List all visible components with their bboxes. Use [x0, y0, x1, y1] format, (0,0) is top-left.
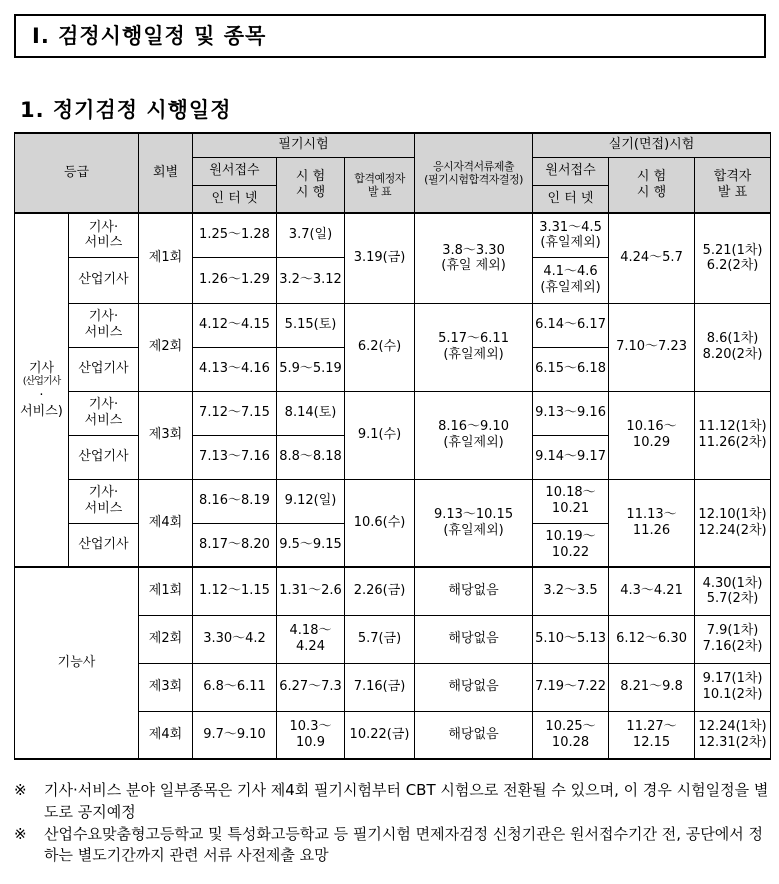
- application-cell: 1.26～1.29: [193, 257, 277, 303]
- exam-cell: 5.9～5.19: [277, 347, 345, 391]
- engineer-group: 기사 (산업기사 · 서비스): [15, 213, 69, 567]
- sub-grade: 기사· 서비스: [69, 303, 139, 347]
- reference-mark: ※: [14, 781, 27, 799]
- pre-pass-cell: 6.2(수): [345, 303, 415, 391]
- header-p-internet: 인 터 넷: [533, 185, 609, 213]
- p-application-cell: 10.18～10.21: [533, 479, 609, 523]
- docs-cell: 해당없음: [415, 711, 533, 759]
- sub-grade: 산업기사: [69, 523, 139, 567]
- pre-pass-cell: 10.22(금): [345, 711, 415, 759]
- reference-mark: ※: [14, 824, 27, 843]
- header-p-exam: 시 험 시 행: [609, 157, 695, 213]
- sub-grade: 산업기사: [69, 435, 139, 479]
- header-application: 원서접수: [193, 157, 277, 185]
- exam-cell: 6.27～7.3: [277, 663, 345, 711]
- application-cell: 4.12～4.15: [193, 303, 277, 347]
- schedule-table: [14, 132, 771, 760]
- application-cell: 1.12～1.15: [193, 567, 277, 615]
- pass-cell: 5.21(1차) 6.2(2차): [695, 213, 771, 303]
- p-application-cell: 5.10～5.13: [533, 615, 609, 663]
- p-exam-cell: 11.13～11.26: [609, 479, 695, 567]
- p-application-cell: 9.13～9.16: [533, 391, 609, 435]
- p-exam-cell: 7.10～7.23: [609, 303, 695, 391]
- docs-cell: 해당없음: [415, 567, 533, 615]
- section-title: Ⅰ. 검정시행일정 및 종목: [14, 14, 766, 58]
- header-round: 회별: [139, 133, 193, 213]
- pass-cell: 12.24(1차) 12.31(2차): [695, 711, 771, 759]
- pass-cell: 9.17(1차) 10.1(2차): [695, 663, 771, 711]
- header-p-application: 원서접수: [533, 157, 609, 185]
- note-text: 기사·서비스 분야 일부종목은 기사 제4회 필기시험부터 CBT 시험으로 전환될 수 있으며, 이 경우 시험일정을 별도로 공지예정: [44, 781, 769, 821]
- notes: [14, 780, 774, 867]
- header-grade: 등급: [15, 133, 139, 213]
- round-cell: 제4회: [139, 711, 193, 759]
- header-written: 필기시험: [193, 133, 415, 157]
- pre-pass-cell: 7.16(금): [345, 663, 415, 711]
- exam-cell: 9.12(일): [277, 479, 345, 523]
- pass-cell: 8.6(1차) 8.20(2차): [695, 303, 771, 391]
- pass-cell: 12.10(1차) 12.24(2차): [695, 479, 771, 567]
- pass-cell: 4.30(1차) 5.7(2차): [695, 567, 771, 615]
- round-cell: 제1회: [139, 213, 193, 303]
- application-cell: 4.13～4.16: [193, 347, 277, 391]
- exam-cell: 1.31～2.6: [277, 567, 345, 615]
- application-cell: 7.12～7.15: [193, 391, 277, 435]
- p-exam-cell: 4.24～5.7: [609, 213, 695, 303]
- application-cell: 7.13～7.16: [193, 435, 277, 479]
- table-row: [15, 303, 771, 347]
- exam-cell: 3.2～3.12: [277, 257, 345, 303]
- docs-cell: 5.17～6.11 (휴일제외): [415, 303, 533, 391]
- application-cell: 9.7～9.10: [193, 711, 277, 759]
- exam-cell: 5.15(토): [277, 303, 345, 347]
- sub-grade: 기사· 서비스: [69, 391, 139, 435]
- exam-cell: 8.14(토): [277, 391, 345, 435]
- p-application-cell: 10.19～10.22: [533, 523, 609, 567]
- pass-cell: 11.12(1차) 11.26(2차): [695, 391, 771, 479]
- application-cell: 1.25～1.28: [193, 213, 277, 257]
- header-docs: 응시자격서류제출 (필기시험합격자결정): [415, 133, 533, 213]
- table-row: [15, 567, 771, 615]
- pre-pass-cell: 9.1(수): [345, 391, 415, 479]
- note-item: [14, 780, 774, 824]
- exam-cell: 3.7(일): [277, 213, 345, 257]
- pre-pass-cell: 2.26(금): [345, 567, 415, 615]
- round-cell: 제3회: [139, 663, 193, 711]
- docs-cell: 3.8～3.30 (휴일 제외): [415, 213, 533, 303]
- p-application-cell: 7.19～7.22: [533, 663, 609, 711]
- master-group: 기능사: [15, 567, 139, 759]
- note-item: [14, 824, 774, 868]
- table-row: [15, 479, 771, 523]
- round-cell: 제2회: [139, 303, 193, 391]
- round-cell: 제2회: [139, 615, 193, 663]
- table-row: [15, 213, 771, 257]
- sub-grade: 기사· 서비스: [69, 479, 139, 523]
- application-cell: 3.30～4.2: [193, 615, 277, 663]
- round-cell: 제3회: [139, 391, 193, 479]
- sub-grade: 산업기사: [69, 257, 139, 303]
- p-exam-cell: 8.21～9.8: [609, 663, 695, 711]
- p-exam-cell: 10.16～10.29: [609, 391, 695, 479]
- pass-cell: 7.9(1차) 7.16(2차): [695, 615, 771, 663]
- note-text: 산업수요맞춤형고등학교 및 특성화고등학교 등 필기시험 면제자검정 신청기관은 원서접수기간 전, 공단에서 정하는 별도기간까지 관련 서류 사전제출 요망: [44, 824, 763, 865]
- pre-pass-cell: 10.6(수): [345, 479, 415, 567]
- exam-cell: 8.8～8.18: [277, 435, 345, 479]
- exam-cell: 10.3～10.9: [277, 711, 345, 759]
- sub-grade: 산업기사: [69, 347, 139, 391]
- table-row: [15, 391, 771, 435]
- application-cell: 6.8～6.11: [193, 663, 277, 711]
- docs-cell: 해당없음: [415, 615, 533, 663]
- p-application-cell: 10.25～10.28: [533, 711, 609, 759]
- exam-cell: 4.18～4.24: [277, 615, 345, 663]
- header-exam: 시 험 시 행: [277, 157, 345, 213]
- p-application-cell: 4.1～4.6 (휴일제외): [533, 257, 609, 303]
- header-internet: 인 터 넷: [193, 185, 277, 213]
- docs-cell: 8.16～9.10 (휴일제외): [415, 391, 533, 479]
- p-application-cell: 6.14～6.17: [533, 303, 609, 347]
- sub-title: 1. 정기검정 시행일정: [20, 98, 232, 122]
- p-exam-cell: 11.27～12.15: [609, 711, 695, 759]
- p-application-cell: 3.2～3.5: [533, 567, 609, 615]
- p-exam-cell: 6.12～6.30: [609, 615, 695, 663]
- header-pass: 합격자 발 표: [695, 157, 771, 213]
- exam-cell: 9.5～9.15: [277, 523, 345, 567]
- p-exam-cell: 4.3～4.21: [609, 567, 695, 615]
- docs-cell: 9.13～10.15 (휴일제외): [415, 479, 533, 567]
- pre-pass-cell: 5.7(금): [345, 615, 415, 663]
- application-cell: 8.16～8.19: [193, 479, 277, 523]
- pre-pass-cell: 3.19(금): [345, 213, 415, 303]
- round-cell: 제4회: [139, 479, 193, 567]
- sub-grade: 기사· 서비스: [69, 213, 139, 257]
- p-application-cell: 3.31～4.5 (휴일제외): [533, 213, 609, 257]
- header-pre-pass: 합격예정자 발 표: [345, 157, 415, 213]
- docs-cell: 해당없음: [415, 663, 533, 711]
- p-application-cell: 6.15～6.18: [533, 347, 609, 391]
- round-cell: 제1회: [139, 567, 193, 615]
- header-practical: 실기(면접)시험: [533, 133, 771, 157]
- application-cell: 8.17～8.20: [193, 523, 277, 567]
- p-application-cell: 9.14～9.17: [533, 435, 609, 479]
